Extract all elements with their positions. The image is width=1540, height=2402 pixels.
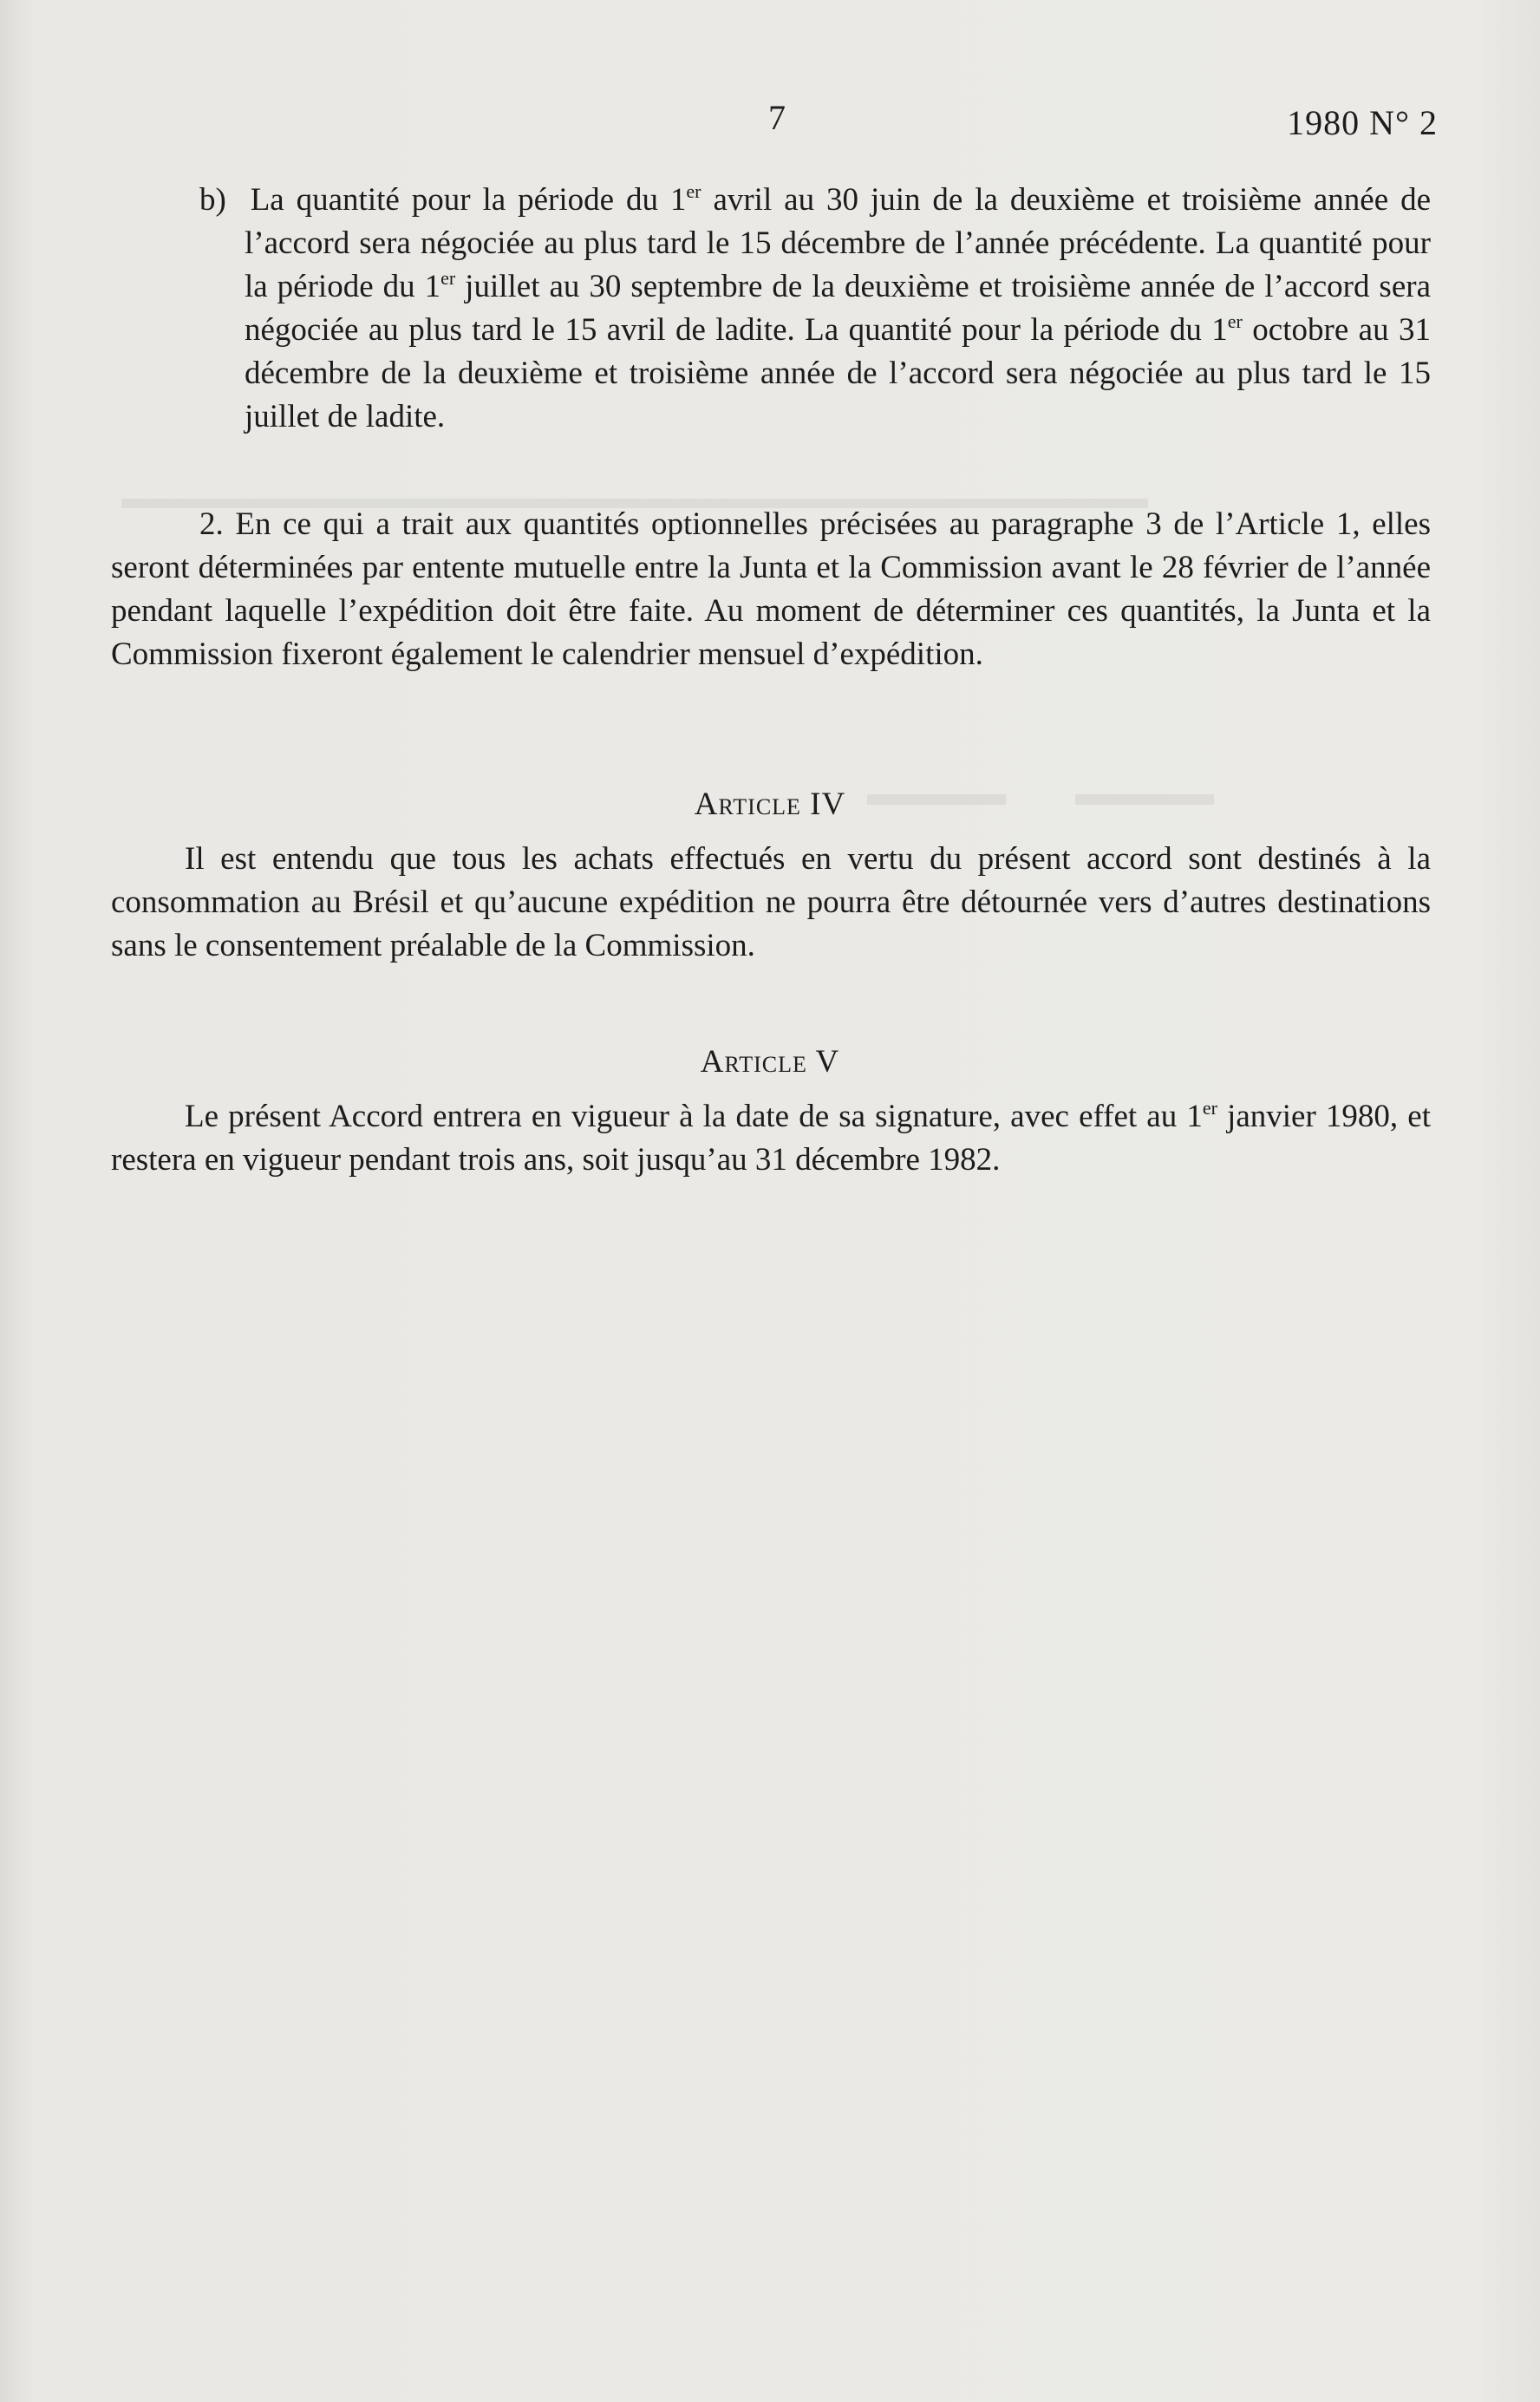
paragraph-b: [199, 179, 1431, 439]
paragraph-text: octobre au 31 décembre de la deuxième et troisième année de l’accord sera négociée au plus tard le 15 juillet de ladite.: [245, 312, 1431, 434]
page-header: [0, 97, 1540, 149]
superscript: er: [1227, 310, 1243, 332]
paragraph-text: juillet au 30 septembre de la deuxième et troisième année de l’accord sera négociée au plus tard le 15 avril de ladite. La quantité pour la période du 1: [245, 269, 1431, 348]
show-through-text: ▬▬▬▬: [867, 773, 1006, 813]
paragraph-label: b): [199, 182, 226, 218]
article-4-text: Il est entendu que tous les achats effectués en vertu du présent accord sont destinés à la consommation au Brésil et qu’aucune expédition ne pourra être détournée vers d’autres destinations sans le consentement préalable de la Commission.: [111, 841, 1431, 963]
show-through-text: ▬▬▬▬▬▬▬▬▬▬▬▬▬▬▬▬▬▬▬▬▬▬▬▬▬▬▬▬▬▬▬▬: [121, 480, 1148, 516]
show-through-text: ▬▬▬▬: [1075, 773, 1214, 813]
superscript: er: [440, 267, 456, 289]
article-heading: Article V: [700, 1044, 840, 1080]
page-number: 7: [768, 98, 786, 137]
paragraph-text: La quantité pour la période du 1: [250, 182, 687, 218]
article-heading: Article IV: [694, 787, 846, 822]
document-number: 1980 N° 2: [1287, 103, 1438, 142]
paragraph-text: avril au 30 juin de la deuxième et troisième année de l’accord sera négociée au plus tard le 15 décembre de l’année précédente. La quantité pour la période du 1: [245, 182, 1432, 304]
paragraph-2: 2. En ce qui a trait aux quantités optionnelles précisées au paragraphe 3 de l’Article 1, elles seront déterminées par entente mutuelle entre la Junta et la Commission avant le 28 février de l’année pendant laquelle l’expédition doit être faite. Au moment de déterminer ces quantités, la Junta et la Commission fixeront également le calendrier mensuel d’expédition.: [111, 506, 1431, 672]
article-5-text: [111, 1095, 1431, 1182]
paragraph-text: janvier 1980, et restera en vigueur pendant trois ans, soit jusqu’au 31 décembre 1982.: [111, 1099, 1431, 1178]
superscript: er: [1202, 1097, 1217, 1119]
paragraph-text: Le présent Accord entrera en vigueur à la date de sa signature, avec effet au 1: [185, 1099, 1203, 1134]
superscript: er: [686, 180, 701, 202]
